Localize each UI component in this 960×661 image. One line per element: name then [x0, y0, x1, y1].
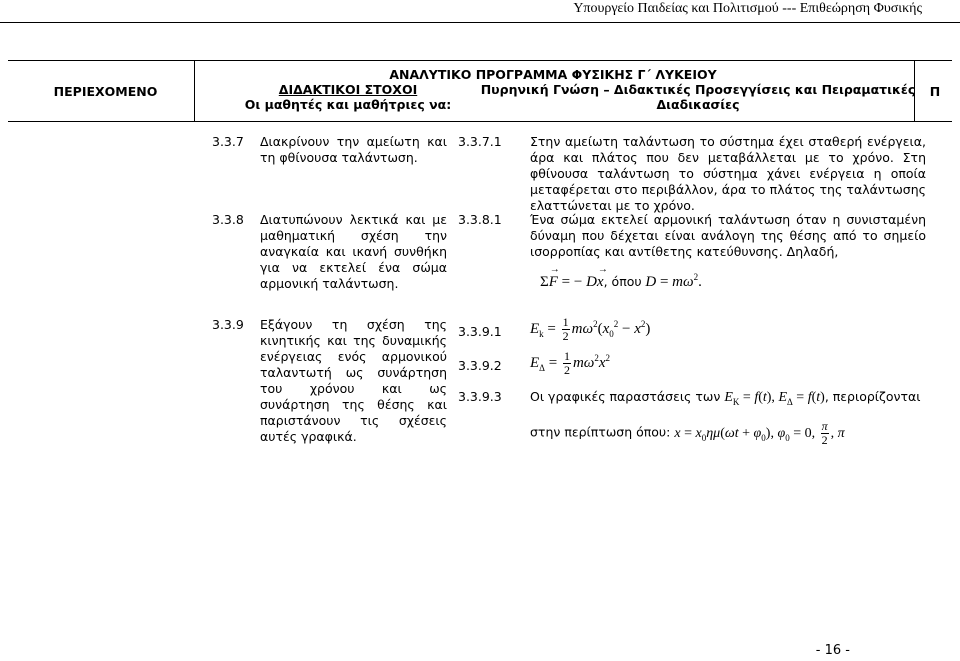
goals-column-header [203, 82, 493, 112]
potential-energy-equation: $E_\Delta$ = $\frac{1}{2}$ $m\omega^2x^2$ [530, 349, 611, 377]
goals-title: ΔΙΔΑΚΤΙΚΟΙ ΣΤΟΧΟΙ [278, 82, 418, 97]
goal-number: 3.3.7 [212, 134, 244, 149]
graph-text: Οι γραφικές παραστάσεις των [530, 389, 721, 404]
goals-subtitle: Οι μαθητές και μαθήτριες να: [244, 97, 452, 112]
contents-column-header: ΠΕΡΙΕΧΟΜΕΝΟ [53, 83, 158, 99]
goal-number: 3.3.8 [212, 212, 244, 227]
goal-number: 3.3.9 [212, 317, 244, 332]
graph-statement: Οι γραφικές παραστάσεις των $E_K = f(t)$, $E_\Delta = f(t)$, περιορίζονται [530, 389, 921, 407]
knowledge-subtitle: Διαδικασίες [656, 97, 740, 112]
kinetic-energy-equation: $E_k$ = $\frac{1}{2}$ $m\omega^2(x_0^2 - x^2)$ [530, 315, 651, 343]
knowledge-text: Στην αμείωτη ταλάντωση το σύστημα έχει σταθερή ενέργεια, άρα και πλάτος που δεν μεταβάλλεται με το χρόνο. Στη φθίνουσα ταλάντωση το σύστημα χάνει ενέργεια η οποία μεταφέρεται στο περιβάλλον, άρα το πλάτος της ταλάντωσης ελαττώνεται με το χρόνο. [530, 134, 926, 213]
knowledge-number: 3.3.8.1 [458, 212, 502, 227]
column-divider [914, 61, 915, 121]
goal-text: Διακρίνουν την αμείωτη και τη φθίνουσα ταλάντωση. [260, 134, 447, 165]
p-column-header: Π [929, 83, 941, 99]
knowledge-column-header [478, 82, 918, 112]
knowledge-text: Ένα σώμα εκτελεί αρμονική ταλάντωση όταν η συνισταμένη δύναμη που δέχεται είναι ανάλογη της θέσης από το σημείο ισορροπίας και αντίθετης κατεύθυνσης. Δηλαδή, [530, 212, 926, 259]
program-title: ΑΝΑΛΥΤΙΚΟ ΠΡΟΓΡΑΜΜΑ ΦΥΣΙΚΗΣ Γ΄ ΛΥΚΕΙΟΥ [389, 67, 717, 82]
page-number: - 16 - [815, 643, 850, 658]
header-rule [0, 22, 960, 23]
case-text: στην περίπτωση όπου: [530, 424, 671, 440]
equation-where-text: , όπου [603, 274, 642, 289]
goal-text: Εξάγουν τη σχέση της κινητικής και της δυναμικής ενέργειας ενός αρμονικού ταλαντωτή ως συνάρτηση του χρόνου και ως συνάρτηση της θέσης και παριστάνουν τις σχέσεις αυτές γραφικά. [260, 317, 447, 444]
case-statement: στην περίπτωση όπου: $x = x_0\eta\mu(\omega t + \varphi_0)$, $\varphi_0 = 0$, $\frac{\pi}{2}$ , π [530, 419, 845, 447]
column-divider [194, 61, 195, 121]
knowledge-number: 3.3.9.2 [458, 358, 502, 373]
goal-text: Διατυπώνουν λεκτικά και με μαθηματική σχέση την αναγκαία και ικανή συνθήκη για να εκτελεί ένα σώμα αρμονική ταλάντωση. [260, 212, 447, 291]
graph-limit-text: , περιορίζονται [824, 389, 921, 404]
knowledge-number: 3.3.9.3 [458, 389, 502, 404]
knowledge-title: Πυρηνική Γνώση – Διδακτικές Προσεγγίσεις και Πειραματικές [480, 82, 916, 97]
ministry-header: Υπουργείο Παιδείας και Πολιτισμού --- Επιθεώρηση Φυσικής [573, 1, 922, 16]
knowledge-number: 3.3.7.1 [458, 134, 502, 149]
knowledge-number: 3.3.9.1 [458, 324, 502, 339]
harmonic-force-equation: Σ→ F = − D→ x, όπου $D = m\omega^2$. [540, 272, 702, 291]
table-header [8, 60, 952, 122]
